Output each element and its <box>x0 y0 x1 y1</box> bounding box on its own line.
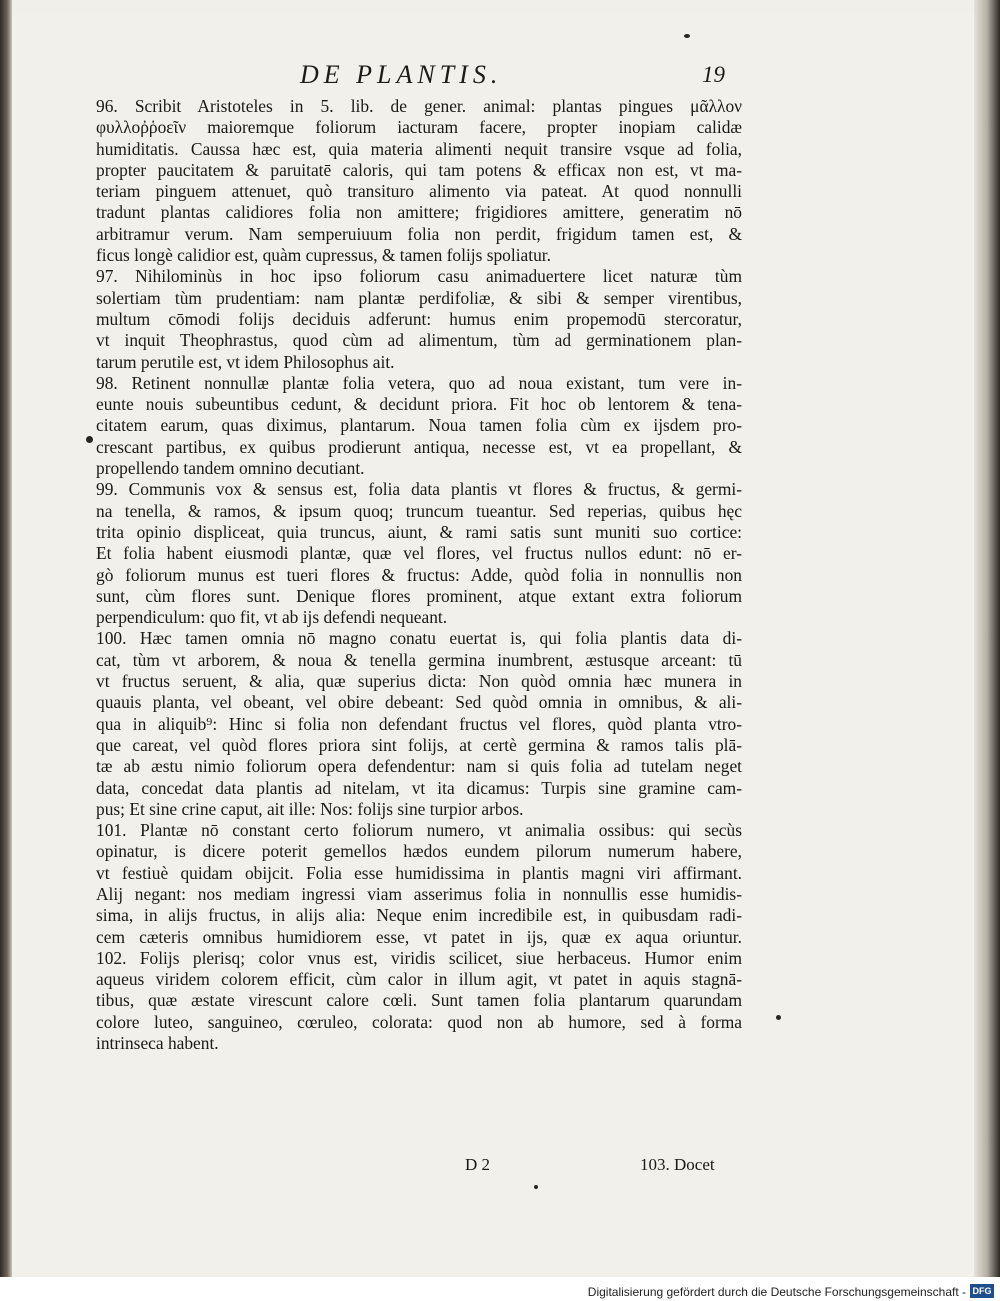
text-line: propter paucitatem & paruitatē caloris, qui tam potens & efficax non est, vt ma- <box>96 159 742 180</box>
text-line: qua in aliquib⁹: Hinc si folia non defendant fructus vel flores, quòd planta vtro- <box>96 713 742 734</box>
page-number: 19 <box>702 62 725 87</box>
text-line: humiditatis. Caussa hæc est, quia materia alimenti nequit transire vsque ad folia, <box>96 138 742 159</box>
text-line: citatem earum, quas diximus, plantarum. Noua tamen folia cùm ex ijsdem pro- <box>96 415 742 436</box>
text-line: 101. Plantæ nō constant certo foliorum numero, vt animalia ossibus: qui secùs <box>96 820 742 841</box>
text-line: 100. Hæc tamen omnia nō magno conatu euertat is, qui folia plantis data di- <box>96 628 742 649</box>
text-line: multum cōmodi folijs deciduis adferunt: humus enim propemodū stercoratur, <box>96 308 742 329</box>
ink-speck <box>684 34 690 38</box>
text-line: colore luteo, sanguineo, cœruleo, colorata: quod non ab humore, sed à forma <box>96 1011 742 1032</box>
ink-speck <box>534 1185 538 1189</box>
text-line: 98. Retinent nonnullæ plantæ folia vetera, quo ad noua existant, tum vere in- <box>96 372 742 393</box>
text-line: crescant partibus, ex quibus prodierunt antiqua, necesse est, vt ea propellant, & <box>96 436 742 457</box>
text-line: Et folia habent eiusmodi plantæ, quæ vel flores, vel fructus nullos edunt: nō er- <box>96 543 742 564</box>
text-line: sunt, cùm flores sunt. Denique flores prominent, atque extant extra foliorum <box>96 585 742 606</box>
catchword: 103. Docet <box>640 1155 715 1174</box>
text-line: tæ ab æstu nimio foliorum opera defendentur: nam si quis folia ad tutelam neget <box>96 756 742 777</box>
text-line: 96. Scribit Aristoteles in 5. lib. de gener. animal: plantas pingues μᾶλλον <box>96 96 742 116</box>
text-line: teriam pinguem attenuet, quò transituro alimento via pateat. At quod nonnulli <box>96 181 742 202</box>
signature-mark: D 2 <box>465 1155 491 1174</box>
dfg-logo: DFG <box>970 1284 994 1298</box>
text-line: propellendo tandem omnino decutiant. <box>96 458 365 479</box>
text-line: ficus longè calidior est, quàm cupressus, & tamen folijs spoliatur. <box>96 245 551 266</box>
text-line: data, concedat data plantis ad nitelam, vt ita dicamus: Turpis sine gramine cam- <box>96 777 742 798</box>
text-line: 99. Communis vox & sensus est, folia data plantis vt flores & fructus, & germi- <box>96 479 742 500</box>
text-line: vt fructus seruent, & alia, quæ superius dicta: Non quòd omnia hæc munera in <box>96 671 742 692</box>
text-line: cat, tùm vt arborem, & noua & tenella germina inumbrent, æstusque arceant: tū <box>96 649 742 670</box>
ink-speck <box>86 436 93 443</box>
text-line: sima, in alijs fructus, in alijs alia: Neque enim incredibile est, in quibusdam radi- <box>96 905 742 926</box>
text-line: arbitramur verum. Nam semperuiuum folia non perdit, frigidum tamen est, & <box>96 223 742 244</box>
text-line: que careat, vel quòd flores priora sint folijs, at certè germina & ramos talis plā- <box>96 734 742 755</box>
text-line: perpendiculum: quo fit, vt ab ijs defendi nequeant. <box>96 607 448 628</box>
ink-speck <box>776 1015 781 1020</box>
body-text <box>96 96 742 1054</box>
text-line: na tenella, & ramos, & ipsum quoq; truncum tueantur. Sed reperias, quibus hęc <box>96 500 742 521</box>
page-left-edge <box>0 0 12 1301</box>
text-line: vt festiuè quidam obijcit. Folia esse humidissima in plantis magni viri affirmant. <box>96 862 742 883</box>
footer-credit: Digitalisierung gefördert durch die Deutsche Forschungsgemeinschaft - <box>587 1285 966 1299</box>
text-line: tibus, quæ æstate virescunt calore cœli. Sunt tamen folia plantarum quarundam <box>96 990 742 1011</box>
text-line: Alij negant: nos mediam ingressi viam asserimus folia in nonnullis esse humidis- <box>96 883 742 904</box>
text-line: trita opinio displiceat, quia truncus, aiunt, & rami satis sunt muniti suo cortice: <box>96 521 742 542</box>
running-head: DE PLANTIS. <box>300 60 503 89</box>
text-line: solertiam tùm prudentiam: nam plantæ perdifoliæ, & sibi & semper virentibus, <box>96 287 742 308</box>
text-line: quauis planta, vel obeant, vel obire debeant: Sed quòd omnia in omnibus, & ali- <box>96 692 742 713</box>
text-line: vt inquit Theophrastus, quod cùm ad alimentum, tùm ad germinationem plan- <box>96 330 742 351</box>
text-line: 97. Nihilominùs in hoc ipso foliorum casu animaduertere licet naturæ tùm <box>96 266 742 287</box>
text-line: aqueus viridem colorem efficit, cùm calor in illum agit, vt patet in aquis stagnā- <box>96 969 742 990</box>
text-line: φυλλοῤῥοεῖν maioremque foliorum iacturam facere, propter inopiam calidæ <box>96 117 742 138</box>
text-line: cem cæteris omnibus humidiorem esse, vt patet in ijs, quæ ex aqua oriuntur. <box>96 926 742 947</box>
text-line: 102. Folijs plerisq; color vnus est, viridis scilicet, siue herbaceus. Humor enim <box>96 947 742 968</box>
text-line: gò foliorum munus est tueri flores & fructus: Adde, quòd folia in nonnullis non <box>96 564 742 585</box>
text-line: intrinseca habent. <box>96 1033 219 1054</box>
text-line: tarum perutile est, vt idem Philosophus ait. <box>96 351 395 372</box>
text-line: eunte nouis subeuntibus cedunt, & decidunt priora. Fit hoc ob lentorem & tena- <box>96 394 742 415</box>
text-line: tradunt plantas calidiores folia non amittere; frigidiores amittere, generatim nō <box>96 202 742 223</box>
page-right-edge <box>974 0 1000 1301</box>
text-line: opinatur, is dicere poterit gemellos hædos eundem pilorum numerum habere, <box>96 841 742 862</box>
text-line: pus; Et sine crine caput, ait ille: Nos: folijs sine turpior arbos. <box>96 798 524 819</box>
